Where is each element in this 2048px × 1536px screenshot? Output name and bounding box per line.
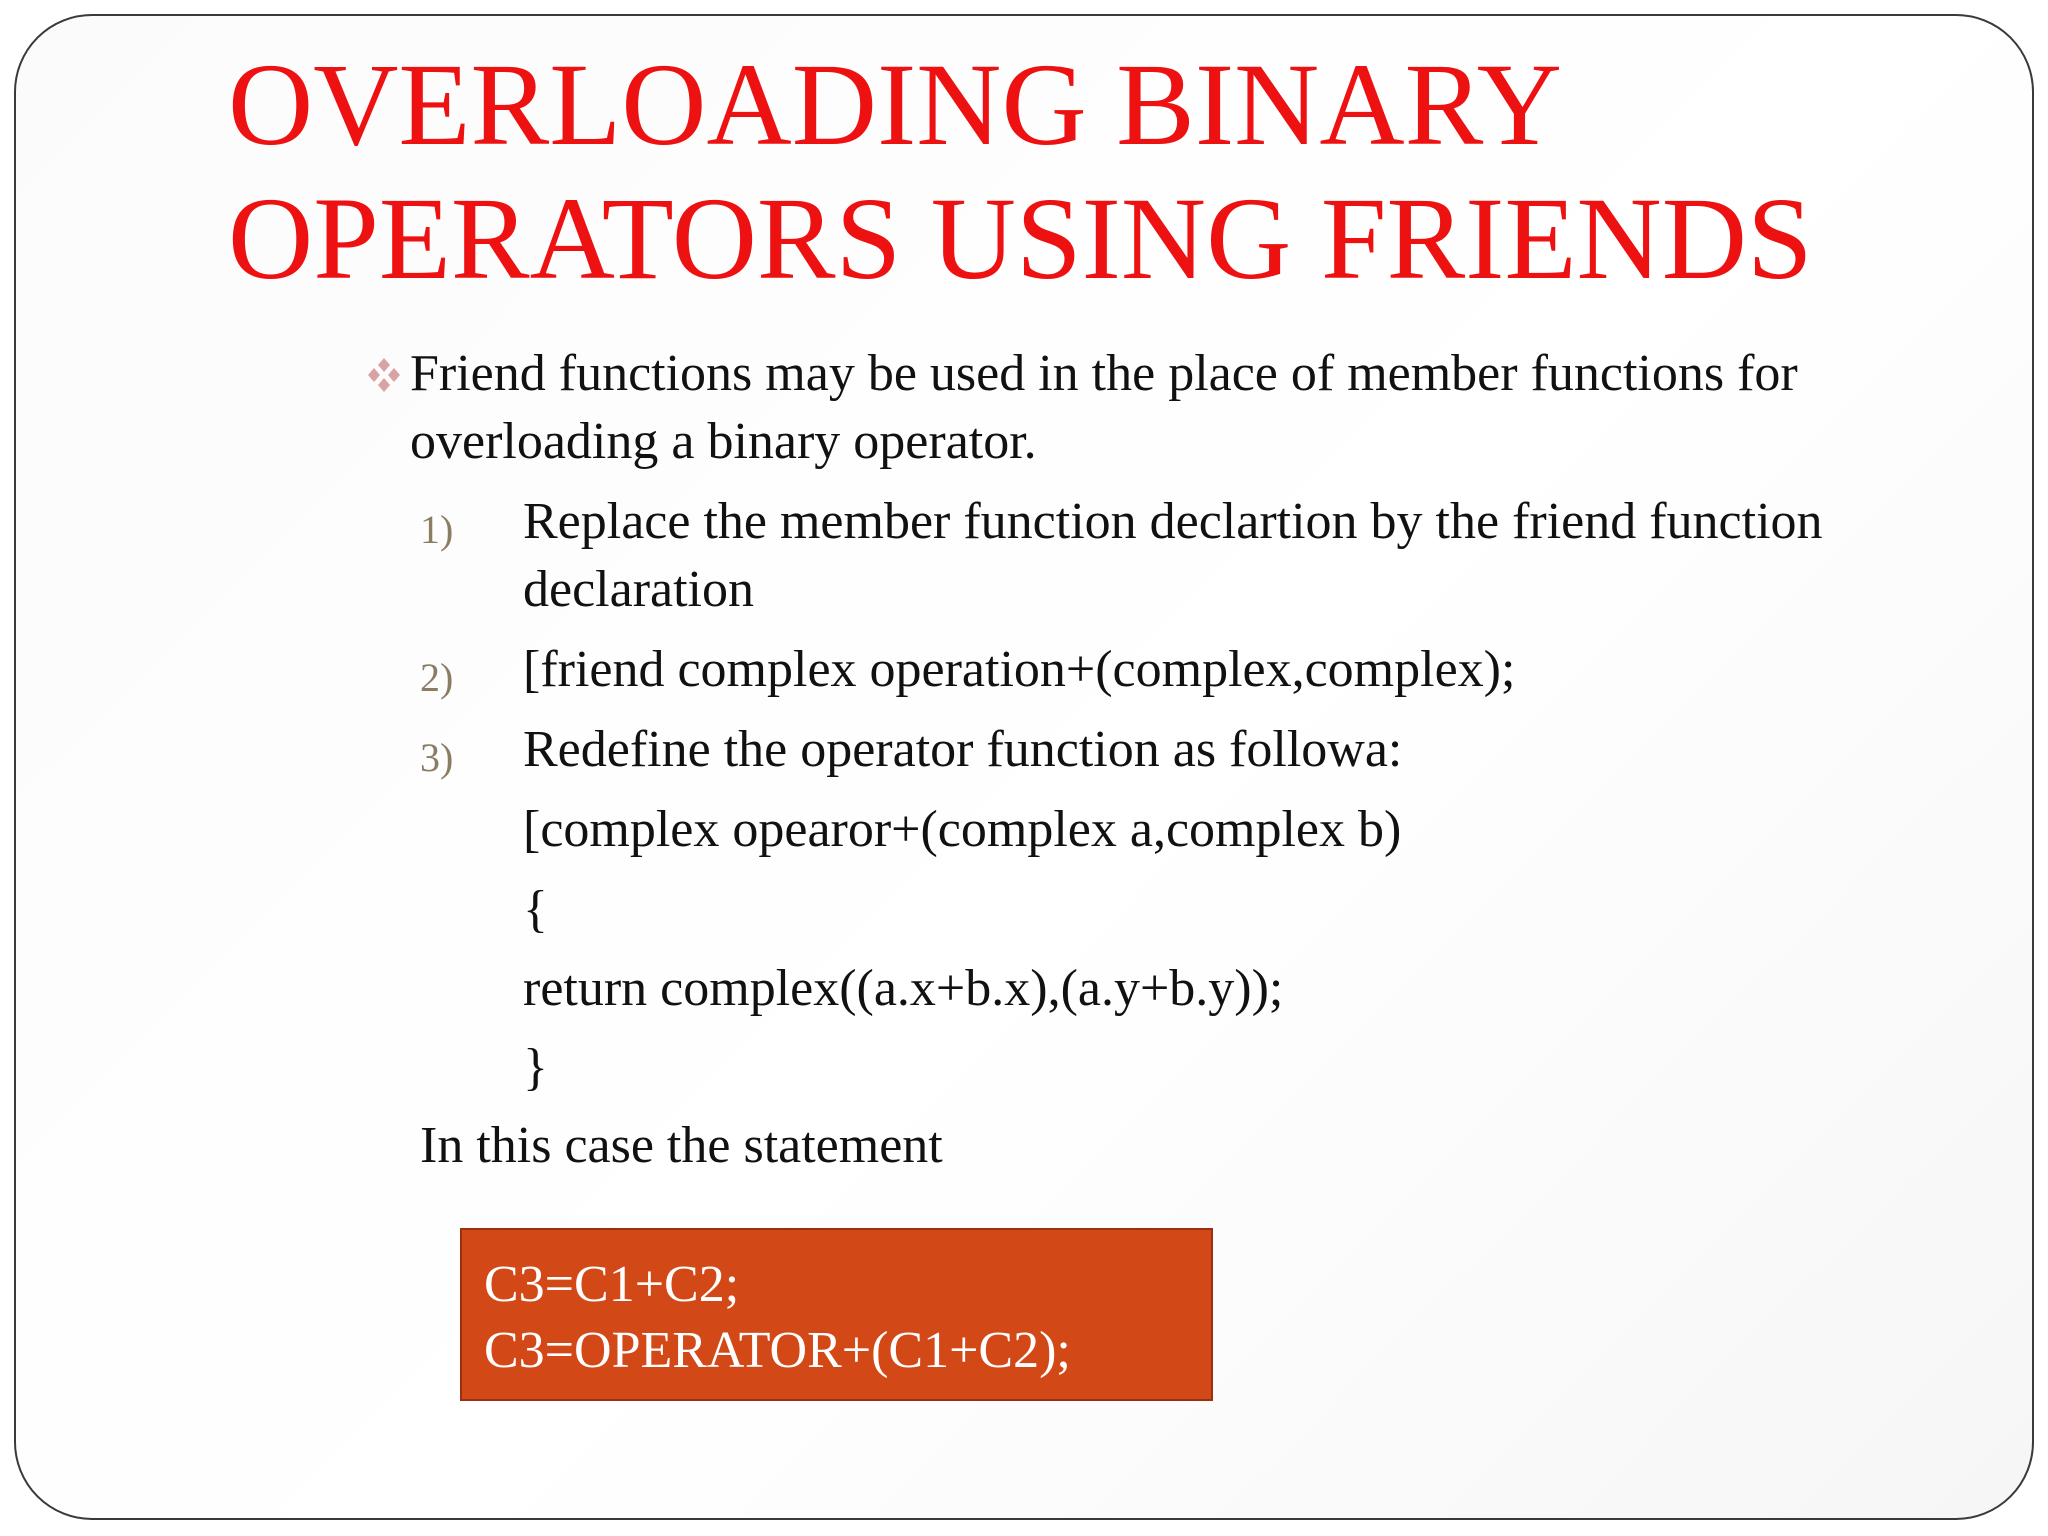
highlight-line-2: C3=OPERATOR+(C1+C2); [484, 1322, 1071, 1379]
item-number: 3) [420, 735, 454, 780]
code-line: { [523, 881, 548, 938]
numbered-item-2 [420, 636, 1860, 704]
item-number: 1) [420, 507, 454, 552]
slide-title [228, 38, 1988, 306]
item-number: 2) [420, 655, 454, 700]
numbered-item-1 [420, 488, 1860, 624]
item-text: [friend complex operation+(complex,complex); [523, 641, 1516, 698]
highlight-box [460, 1228, 1213, 1401]
numbered-item-3 [420, 716, 1860, 784]
item-text: Replace the member function declartion by the friend function declaration [523, 493, 1823, 618]
item-text: Redefine the operator function as followa: [523, 721, 1403, 778]
code-line: return complex((a.x+b.x),(a.y+b.y)); [523, 960, 1284, 1017]
title-line-1: OVERLOADING BINARY [228, 39, 1563, 170]
code-line: } [523, 1039, 548, 1096]
statement-intro: In this case the statement [420, 1117, 943, 1174]
diamond-bullet-icon [360, 348, 408, 396]
code-line: [complex opearor+(complex a,complex b) [523, 801, 1402, 858]
main-bullet [360, 340, 1860, 476]
title-line-2: OPERATORS USING FRIENDS [228, 173, 1813, 304]
highlight-line-1: C3=C1+C2; [484, 1256, 740, 1313]
main-bullet-text: Friend functions may be used in the place of member functions for overloading a binary operator. [410, 345, 1798, 470]
